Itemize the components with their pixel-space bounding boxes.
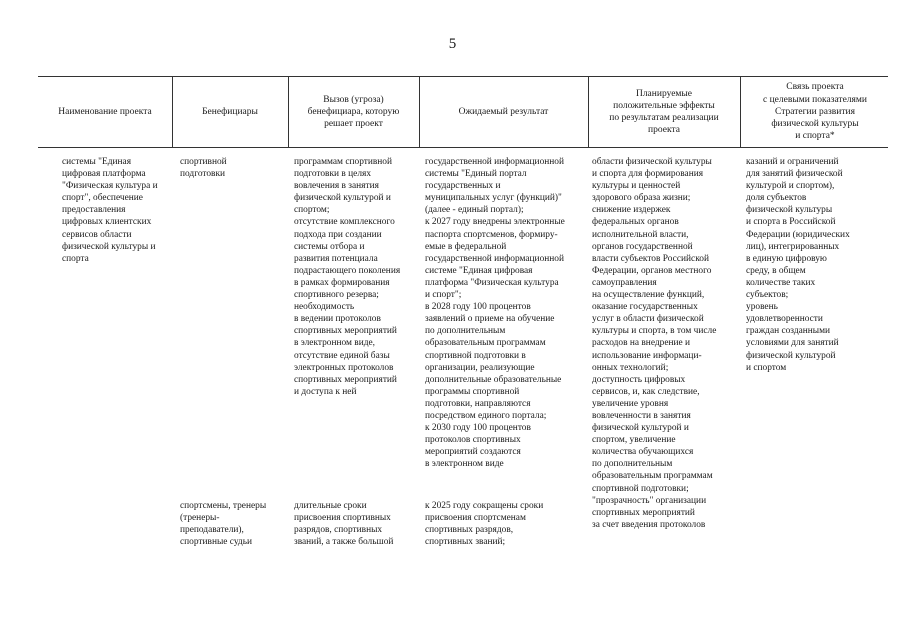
header-strategy-link: Связь проекта с целевыми показателями Стратегии развития физической культуры и спорта*	[762, 82, 867, 142]
header-project-name: Наименование проекта	[58, 106, 152, 117]
cell-expected-result: государственной информационной системы "Единый портал государственных и муниципальных услуг (функций)" (далее - единый портал); к 2027 году внедрены электронные паспорта спортсменов, формиру- емые в федеральной государственной информационной системе "Единая цифровая платформа "Физическая культура и спорт"; в 2028 году 100 процентов заявлений о приеме на обучение по дополнительным образовательным программам спортивной подготовки в организации, реализующие дополнительные образовательные программы спортивной подготовки, направляются посредством единого портала; к 2030 году 100 процентов протоколов спортивных мероприятий создаются в электронном виде	[425, 157, 565, 470]
cell-challenge: программам спортивной подготовки в целях вовлечения в занятия физической культурой и спортом; отсутствие комплексного подхода при создании системы отбора и развития потенциала подрастающего поколения в рамках формирования спортивного резерва; необходимость в ведении протоколов спортивных мероприятий в электронном виде, отсутствие единой базы электронных протоколов спортивных мероприятий и доступа к ней	[294, 157, 401, 397]
cell-planned-effects: области физической культуры и спорта для формирования культуры и ценностей здорового образа жизни; снижение издержек федеральных органов исполнительной власти, органов государственной власти субъектов Российской Федерации, органов местного самоуправления на осуществление функций, оказание государственных услуг в области физической культуры и спорта, в том числе расходов на внедрение и использование информаци- онных технологий; доступность цифровых сервисов, и, как следствие, увеличение уровня вовлеченности в занятия физической культурой и спортом, увеличение количества обучающихся по дополнительным образовательным программам спортивной подготовки; "прозрачность" организации спортивных мероприятий за счет введения протоколов	[592, 157, 717, 530]
header-expected-result: Ожидаемый результат	[458, 106, 549, 117]
cell-project-name: системы "Единая цифровая платформа "Физическая культура и спорт", обеспечение предоставления цифровых клиентских сервисов области физической культуры и спорта	[62, 157, 158, 264]
header-beneficiaries: Бенефициары	[202, 106, 258, 117]
cell-strategy-link: казаний и ограничений для занятий физической культурой и спортом), доля субъектов физической культуры и спорта в Российской Федерации (юридических лиц), интегрированных в единую цифровую среду, в общем количестве таких субъектов; уровень удовлетворенности граждан созданными условиями для занятий физической культурой и спортом	[746, 157, 850, 373]
header-challenge: Вызов (угроза) бенефициара, которую решает проект	[307, 94, 400, 130]
header-planned-effects: Планируемые положительные эффекты по результатам реализации проекта	[609, 88, 719, 136]
cell-beneficiaries: спортивной подготовки	[180, 157, 227, 180]
cell-expected-result: к 2025 году сокращены сроки присвоения спортсменам спортивных разрядов, спортивных званий;	[425, 501, 544, 548]
page-number: 5	[448, 36, 457, 52]
cell-beneficiaries: спортсмены, тренеры (тренеры- преподаватели), спортивные судьи	[180, 501, 267, 548]
cell-challenge: длительные сроки присвоения спортивных разрядов, спортивных званий, а также большой	[294, 501, 394, 548]
